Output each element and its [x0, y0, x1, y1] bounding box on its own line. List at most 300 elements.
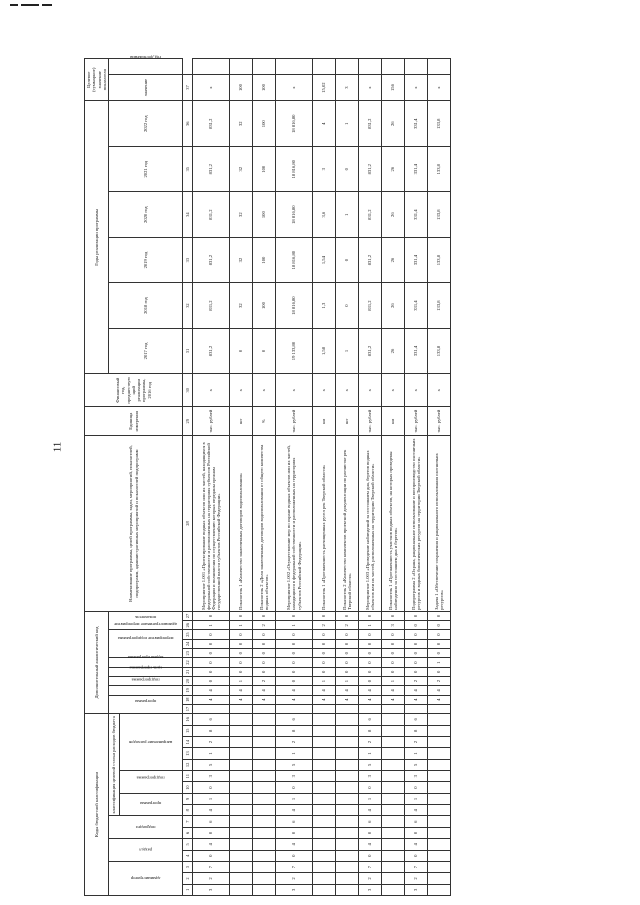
year-value: 133,8	[428, 146, 451, 191]
code-cell	[382, 748, 405, 759]
target-year	[230, 59, 253, 75]
code-cell	[336, 725, 359, 736]
row-fin-year: х	[253, 374, 276, 407]
code-cell	[313, 782, 336, 793]
table-row	[313, 59, 336, 896]
analytic-cell: 1	[336, 676, 359, 685]
target-value: 100	[253, 74, 276, 101]
row-unit: тыс. рублей	[359, 407, 382, 436]
analytic-cell: 0	[253, 630, 276, 639]
code-cell	[253, 793, 276, 804]
code-cell	[313, 805, 336, 816]
code-cell	[253, 725, 276, 736]
year-value: 18 816,80	[276, 237, 313, 282]
code-cell: 1	[405, 793, 428, 804]
code-cell: 2	[405, 873, 428, 884]
code-cell	[253, 748, 276, 759]
index-cell: 10	[183, 782, 193, 793]
analytic-cell: 0	[193, 639, 230, 648]
code-cell	[253, 759, 276, 770]
code-cell	[336, 748, 359, 759]
year-value: 331,4	[405, 101, 428, 147]
row-name: Мероприятие 1.002 «Осуществление мер по охране водных объектов или их частей, находящихся в федеральной собственности и расположенных на территориях субъектов Российской Федерации»	[276, 436, 313, 612]
analytic-cell: 0	[313, 611, 336, 620]
code-cell: 2	[276, 736, 313, 747]
index-cell: 36	[183, 101, 193, 147]
analytic-cell: 4	[382, 686, 405, 695]
code-cell	[253, 771, 276, 782]
header-years: Годы реализации программы	[85, 101, 109, 374]
code-cell	[230, 805, 253, 816]
index-cell: 34	[183, 192, 193, 237]
row-fin-year: х	[382, 374, 405, 407]
index-cell: 6	[183, 827, 193, 838]
year-value: 26	[382, 101, 405, 147]
code-cell	[382, 771, 405, 782]
code-cell	[428, 816, 451, 827]
year-value: 100	[253, 146, 276, 191]
analytic-cell	[313, 704, 336, 713]
analytic-cell: 2	[336, 621, 359, 630]
code-cell	[336, 827, 359, 838]
code-cell	[336, 873, 359, 884]
header-goal: цель программы	[109, 676, 183, 685]
code-cell: 6	[359, 714, 382, 725]
table-row	[230, 59, 253, 896]
year-value: 831,2	[193, 101, 230, 147]
analytic-cell: 4	[230, 686, 253, 695]
analytic-cell: 0	[230, 639, 253, 648]
year-value: 831,2	[359, 146, 382, 191]
analytic-cell: 4	[336, 695, 359, 704]
analytic-cell: 4	[359, 695, 382, 704]
analytic-cell: 0	[276, 676, 313, 685]
year-value: 100	[253, 283, 276, 328]
analytic-cell: 4	[359, 686, 382, 695]
year-value: 26	[382, 192, 405, 237]
table-row	[405, 59, 428, 896]
code-cell: 6	[193, 816, 230, 827]
year-value: 18 816,80	[276, 192, 313, 237]
code-cell	[336, 805, 359, 816]
row-unit: тыс. рублей	[193, 407, 230, 436]
analytic-cell	[193, 704, 230, 713]
target-value: 15,02	[313, 74, 336, 101]
table-row	[428, 59, 451, 896]
analytic-cell: 0	[428, 639, 451, 648]
row-unit: %	[253, 407, 276, 436]
code-cell	[382, 816, 405, 827]
header-row-1	[85, 59, 109, 896]
code-cell: 4	[359, 839, 382, 850]
index-cell: 28	[183, 436, 193, 612]
row-unit: шт	[336, 407, 359, 436]
header-year-2019: 2019 год	[109, 237, 183, 282]
year-value: 26	[382, 283, 405, 328]
analytic-cell: 0	[193, 649, 230, 658]
code-cell	[382, 793, 405, 804]
code-cell: 4	[405, 839, 428, 850]
row-name: Задача 1 «Обеспечение сохранения и рационального использования охотничьих ресурсов»	[428, 436, 451, 612]
code-cell	[382, 782, 405, 793]
analytic-cell: 0	[359, 611, 382, 620]
row-name: Мероприятие 1.003 «Проведение наблюдений за состоянием дна, берегов водных объектов или их частей, расположенных на территории Тверской области»	[359, 436, 382, 612]
index-cell: 27	[183, 611, 193, 620]
analytic-cell: 0	[313, 630, 336, 639]
code-cell	[336, 850, 359, 861]
code-cell: 4	[359, 805, 382, 816]
year-value: 26	[382, 328, 405, 373]
target-value: x	[193, 74, 230, 101]
analytic-cell: 0	[405, 630, 428, 639]
code-cell	[313, 861, 336, 872]
year-value: 1	[336, 192, 359, 237]
analytic-cell: 4	[405, 686, 428, 695]
analytic-cell: 0	[230, 649, 253, 658]
code-cell: 0	[193, 827, 230, 838]
target-value: х	[359, 74, 382, 101]
year-value: 3	[313, 146, 336, 191]
target-value: 3	[336, 74, 359, 101]
code-cell	[313, 793, 336, 804]
analytic-cell	[230, 704, 253, 713]
year-value: 0	[336, 146, 359, 191]
analytic-cell: 2	[253, 621, 276, 630]
analytic-cell	[253, 704, 276, 713]
index-cell: 25	[183, 630, 193, 639]
code-cell	[336, 861, 359, 872]
row-fin-year: х	[405, 374, 428, 407]
analytic-cell: 0	[276, 630, 313, 639]
analytic-cell: 0	[428, 667, 451, 676]
row-fin-year: х	[193, 374, 230, 407]
analytic-cell: 0	[359, 667, 382, 676]
analytic-cell: 1	[193, 621, 230, 630]
code-cell	[230, 793, 253, 804]
analytic-cell: 0	[230, 630, 253, 639]
year-value: 831,2	[359, 101, 382, 147]
code-cell: 5	[359, 759, 382, 770]
code-cell: 2	[405, 736, 428, 747]
analytic-cell: 4	[428, 695, 451, 704]
analytic-cell: 3	[382, 621, 405, 630]
analytic-cell: 0	[336, 639, 359, 648]
year-value: 26	[382, 237, 405, 282]
index-cell: 15	[183, 725, 193, 736]
analytic-cell: 0	[428, 611, 451, 620]
year-value: 831,2	[193, 283, 230, 328]
code-cell	[336, 771, 359, 782]
header-target: Целевое (суммарное) значение показателя	[85, 59, 109, 101]
header-year-2021: 2021 год	[109, 146, 183, 191]
code-cell	[230, 827, 253, 838]
code-cell: 3	[193, 771, 230, 782]
analytic-cell: 0	[405, 667, 428, 676]
code-cell	[313, 816, 336, 827]
code-cell: 0	[276, 850, 313, 861]
code-cell	[253, 850, 276, 861]
code-cell	[336, 759, 359, 770]
year-value: 0	[253, 328, 276, 373]
table-row	[359, 59, 382, 896]
code-cell	[428, 759, 451, 770]
row-fin-year: х	[313, 374, 336, 407]
code-cell: 0	[276, 782, 313, 793]
year-value: 133,8	[428, 283, 451, 328]
code-cell	[253, 827, 276, 838]
index-cell: 31	[183, 328, 193, 373]
year-value: 831,2	[193, 328, 230, 373]
analytic-cell: 0	[359, 649, 382, 658]
code-cell: 7	[193, 861, 230, 872]
index-cell: 18	[183, 695, 193, 704]
row-fin-year: х	[428, 374, 451, 407]
year-value: 133,8	[428, 328, 451, 373]
target-year	[405, 59, 428, 75]
header-subprogram-code: подпрограмма	[120, 771, 183, 794]
code-cell: 0	[359, 782, 382, 793]
header-program-code: программа	[120, 793, 183, 816]
analytic-cell: 2	[313, 621, 336, 630]
year-value: 1,54	[313, 237, 336, 282]
code-cell	[313, 827, 336, 838]
code-cell	[313, 884, 336, 895]
code-cell	[230, 816, 253, 827]
header-section: раздел	[109, 839, 183, 862]
index-cell: 2	[183, 873, 193, 884]
analytic-cell: 0	[193, 667, 230, 676]
analytic-cell: 0	[428, 649, 451, 658]
code-cell	[382, 850, 405, 861]
code-cell	[428, 850, 451, 861]
code-cell	[230, 759, 253, 770]
header-task: задача программы	[109, 667, 183, 676]
analytic-cell: 4	[253, 686, 276, 695]
year-value: 133,8	[428, 192, 451, 237]
code-cell: 8	[193, 725, 230, 736]
year-value: 100	[253, 192, 276, 237]
row-fin-year: х	[230, 374, 253, 407]
target-year	[253, 59, 276, 75]
analytic-cell: 0	[313, 667, 336, 676]
analytic-cell: 0	[313, 658, 336, 667]
header-article: классификация целевой статьи расходов бюджета	[109, 714, 120, 816]
analytic-cell: 0	[230, 611, 253, 620]
row-unit: км	[382, 407, 405, 436]
year-value: 331,4	[405, 192, 428, 237]
table-row	[336, 59, 359, 896]
code-cell: 3	[276, 771, 313, 782]
code-cell: 3	[405, 771, 428, 782]
row-name: Показатель 2 «Доля заключенных договоров водопользования от общего количества водных объектов»	[253, 436, 276, 612]
code-cell	[230, 861, 253, 872]
code-cell	[230, 884, 253, 895]
code-cell	[313, 759, 336, 770]
code-cell: 0	[405, 782, 428, 793]
code-cell	[428, 884, 451, 895]
code-cell: 3	[276, 884, 313, 895]
analytic-cell: 0	[193, 676, 230, 685]
analytic-cell: 4	[313, 695, 336, 704]
row-fin-year: х	[359, 374, 382, 407]
target-year	[359, 59, 382, 75]
code-cell	[428, 793, 451, 804]
code-cell: 6	[276, 816, 313, 827]
analytic-cell: 0	[428, 630, 451, 639]
analytic-cell: 4	[428, 686, 451, 695]
program-table-container	[84, 54, 606, 896]
analytic-cell: 0	[193, 658, 230, 667]
code-cell: 6	[405, 816, 428, 827]
code-cell: 0	[359, 850, 382, 861]
code-cell	[428, 714, 451, 725]
analytic-cell: 0	[336, 667, 359, 676]
index-cell: 30	[183, 374, 193, 407]
index-cell: 33	[183, 237, 193, 282]
year-value: 32	[230, 101, 253, 147]
analytic-cell: 2	[428, 676, 451, 685]
index-cell: 29	[183, 407, 193, 436]
code-cell	[428, 771, 451, 782]
analytic-cell: 0	[193, 611, 230, 620]
year-value: 133,8	[428, 237, 451, 282]
header-admin-measure: административное мероприятие	[109, 630, 183, 658]
code-cell	[336, 736, 359, 747]
code-cell: 5	[405, 759, 428, 770]
code-cell	[382, 725, 405, 736]
analytic-cell	[336, 704, 359, 713]
header-analytic: Дополнительный аналитический код	[85, 611, 109, 713]
code-cell	[428, 782, 451, 793]
analytic-cell: 0	[313, 649, 336, 658]
code-cell	[230, 839, 253, 850]
code-cell	[382, 736, 405, 747]
analytic-cell: 0	[359, 630, 382, 639]
code-cell	[253, 873, 276, 884]
analytic-cell: 0	[382, 649, 405, 658]
code-cell: 5	[193, 759, 230, 770]
code-cell	[382, 759, 405, 770]
analytic-cell: 0	[405, 658, 428, 667]
code-cell: 2	[193, 736, 230, 747]
code-cell	[313, 839, 336, 850]
index-cell: 13	[183, 748, 193, 759]
code-cell: 2	[359, 736, 382, 747]
year-value: 331,4	[405, 283, 428, 328]
code-cell: 5	[276, 759, 313, 770]
target-year	[428, 59, 451, 75]
code-cell	[253, 839, 276, 850]
analytic-cell: 1	[359, 621, 382, 630]
code-cell: 2	[276, 873, 313, 884]
analytic-cell: 4	[313, 686, 336, 695]
index-cell: 26	[183, 621, 193, 630]
row-unit: шт	[230, 407, 253, 436]
code-cell	[313, 725, 336, 736]
table-row	[276, 59, 313, 896]
header-year-2017: 2017 год	[109, 328, 183, 373]
code-cell: 1	[405, 748, 428, 759]
year-value: 831,2	[193, 237, 230, 282]
analytic-cell: 0	[253, 667, 276, 676]
code-cell	[382, 827, 405, 838]
row-name: Показатель 2 «Количество комплектов проектной документации по расчистке рек Тверской области»	[336, 436, 359, 612]
row-fin-year: х	[276, 374, 313, 407]
year-value: 831,2	[359, 237, 382, 282]
analytic-cell: 0	[382, 611, 405, 620]
index-cell: 37	[183, 74, 193, 101]
analytic-cell: 0	[276, 667, 313, 676]
code-cell	[230, 873, 253, 884]
code-cell: 3	[359, 771, 382, 782]
year-value: 32	[230, 192, 253, 237]
analytic-cell: 1	[230, 676, 253, 685]
code-cell: 4	[276, 839, 313, 850]
year-value: 4	[313, 101, 336, 147]
analytic-cell	[382, 704, 405, 713]
year-value: 1,3	[313, 283, 336, 328]
analytic-cell: 0	[230, 658, 253, 667]
index-cell: 17	[183, 704, 193, 713]
target-value: х	[405, 74, 428, 101]
year-value: 100	[253, 101, 276, 147]
year-value: 32	[230, 146, 253, 191]
analytic-cell: 0	[428, 621, 451, 630]
header-value: значение	[109, 74, 183, 101]
analytic-cell: 0	[336, 611, 359, 620]
analytic-cell: 0	[359, 676, 382, 685]
index-cell: 23	[183, 649, 193, 658]
analytic-cell: 4	[276, 695, 313, 704]
code-cell: 1	[193, 748, 230, 759]
index-cell: 19	[183, 686, 193, 695]
code-cell: 6	[359, 816, 382, 827]
code-cell: 1	[193, 793, 230, 804]
index-cell: 4	[183, 850, 193, 861]
code-cell	[382, 714, 405, 725]
target-value: х	[428, 74, 451, 101]
code-cell	[313, 714, 336, 725]
header-subsection: подраздел	[109, 816, 183, 839]
code-cell: 8	[276, 725, 313, 736]
analytic-cell: 0	[336, 630, 359, 639]
index-row	[183, 59, 193, 896]
analytic-cell: 2	[405, 676, 428, 685]
analytic-cell: 0	[276, 639, 313, 648]
year-value: 18 816,80	[276, 283, 313, 328]
code-cell	[230, 725, 253, 736]
analytic-cell: 0	[253, 611, 276, 620]
table-row	[382, 59, 405, 896]
analytic-cell: 0	[359, 639, 382, 648]
code-cell	[313, 748, 336, 759]
code-cell	[428, 748, 451, 759]
code-cell: 6	[405, 714, 428, 725]
year-value: 26	[382, 146, 405, 191]
code-cell: 3	[405, 884, 428, 895]
analytic-cell: 0	[253, 658, 276, 667]
target-year	[336, 59, 359, 75]
header-subprogram: подпрограмма	[109, 686, 183, 695]
year-value: 32	[230, 283, 253, 328]
code-cell	[382, 861, 405, 872]
analytic-cell: 1	[313, 676, 336, 685]
row-unit: тыс. рублей	[276, 407, 313, 436]
code-cell: 1	[359, 748, 382, 759]
code-cell: 4	[193, 839, 230, 850]
code-cell: 1	[359, 793, 382, 804]
analytic-cell: 1	[382, 676, 405, 685]
